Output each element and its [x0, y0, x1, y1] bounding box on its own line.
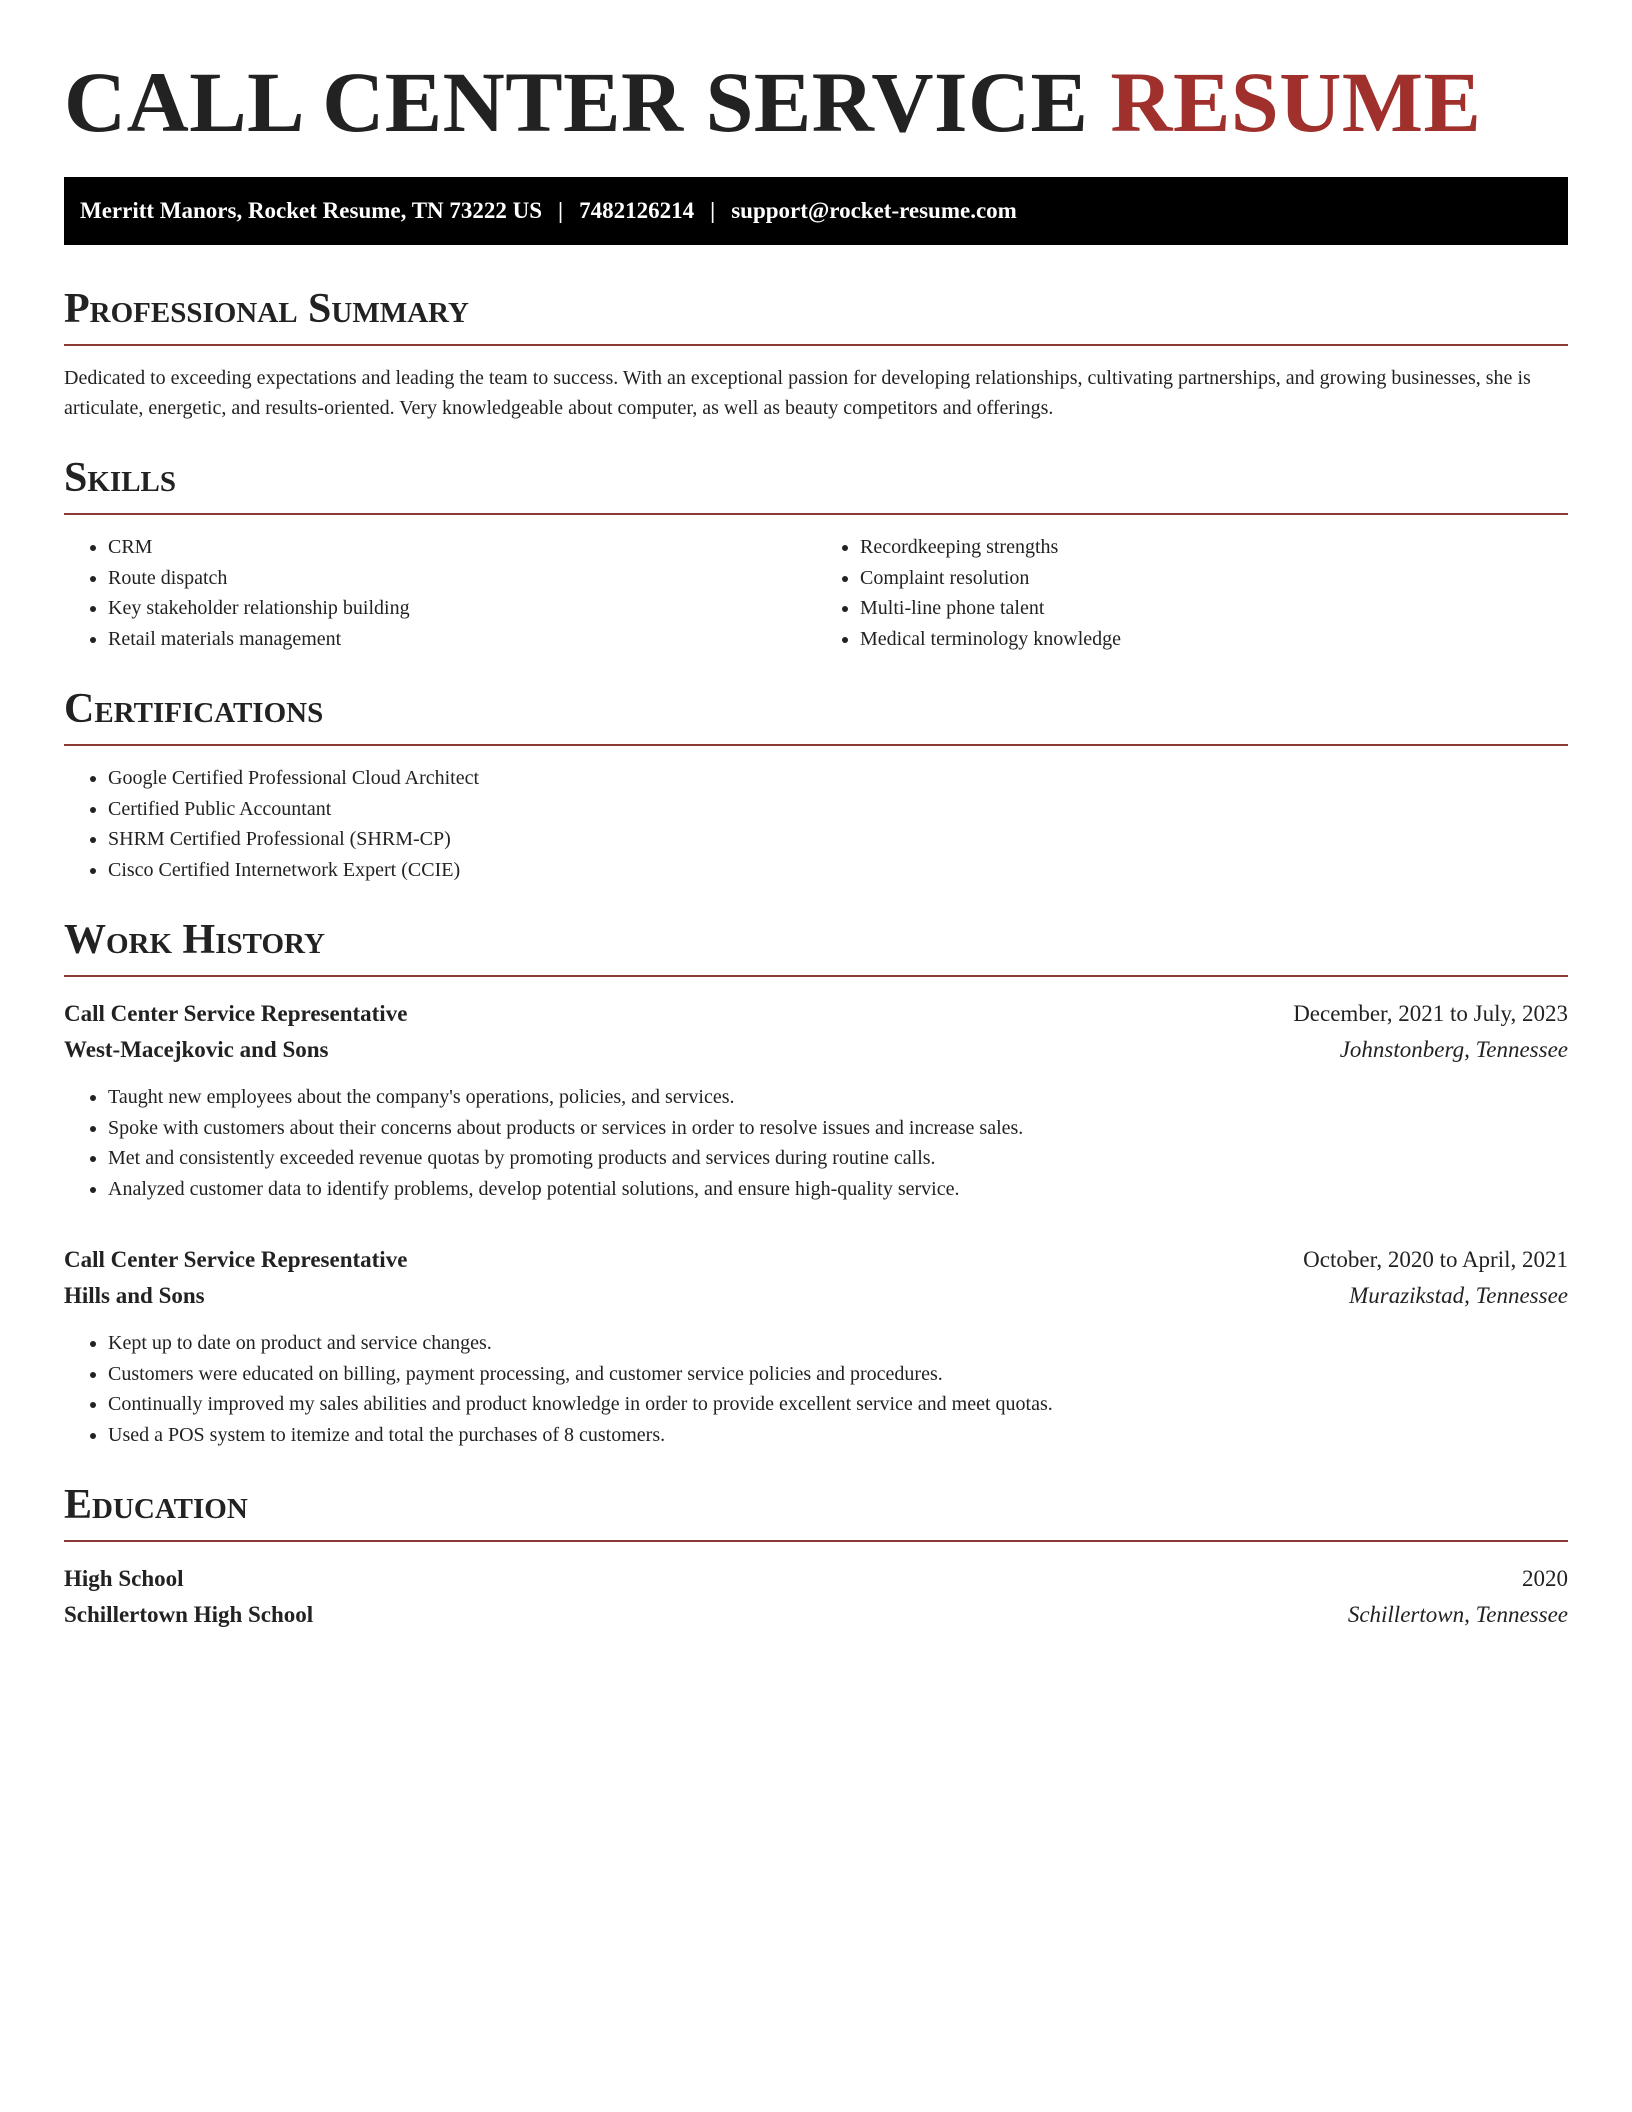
certification-item: • SHRM Certified Professional (SHRM-CP): [108, 824, 1568, 855]
job-duties-list: [64, 1328, 1568, 1450]
skill-item: • CRM: [108, 532, 816, 563]
skill-item: • Multi-line phone talent: [860, 593, 1568, 624]
job-duty: • Used a POS system to itemize and total the purchases of 8 customers.: [108, 1420, 1568, 1451]
education-degree: High School: [64, 1566, 184, 1591]
job-duties-list: [64, 1082, 1568, 1204]
job-duty: • Kept up to date on product and service changes.: [108, 1328, 1568, 1359]
skill-item: • Medical terminology knowledge: [860, 624, 1568, 655]
work-history-heading: Work History: [64, 915, 1568, 977]
job-duty: • Taught new employees about the company's operations, policies, and services.: [108, 1082, 1568, 1113]
job-company: West-Macejkovic and Sons: [64, 1037, 329, 1062]
job-title-row: [64, 1242, 1568, 1278]
certification-item: • Cisco Certified Internetwork Expert (CCIE): [108, 855, 1568, 886]
skills-heading: Skills: [64, 453, 1568, 515]
job-title: Call Center Service Representative: [64, 1001, 408, 1026]
job-company-row: [64, 1032, 1568, 1068]
job-duty: • Spoke with customers about their concerns about products or services in order to resolve issues and increase sales.: [108, 1113, 1568, 1144]
skills-section: [64, 453, 1568, 654]
education-heading: Education: [64, 1480, 1568, 1542]
job-dates: October, 2020 to April, 2021: [1303, 1247, 1568, 1272]
job-entry: [64, 996, 1568, 1204]
summary-heading: Professional Summary: [64, 284, 1568, 346]
education-section: [64, 1480, 1568, 1633]
contact-separator: |: [558, 198, 564, 223]
title-main: CALL CENTER SERVICE: [64, 54, 1089, 150]
job-duty: • Analyzed customer data to identify problems, develop potential solutions, and ensure high-quality service.: [108, 1174, 1568, 1205]
job-location: Johnstonberg, Tennessee: [1339, 1037, 1568, 1062]
job-title-row: [64, 996, 1568, 1032]
education-school-row: [64, 1597, 1568, 1633]
job-entry: [64, 1242, 1568, 1450]
job-company: Hills and Sons: [64, 1283, 205, 1308]
job-duty: • Met and consistently exceeded revenue quotas by promoting products and services during routine calls.: [108, 1143, 1568, 1174]
contact-email: support@rocket-resume.com: [731, 198, 1017, 223]
skill-item: • Complaint resolution: [860, 563, 1568, 594]
summary-text: Dedicated to exceeding expectations and leading the team to success. With an exceptional passion for developing relationships, cultivating partnerships, and growing businesses, she is articulate, energetic, and results-oriented. Very knowledgeable about computer, as well as beauty competitors and offerings.: [64, 367, 1531, 419]
skill-item: • Recordkeeping strengths: [860, 532, 1568, 563]
contact-phone: 7482126214: [579, 198, 695, 223]
work-history-section: [64, 915, 1568, 1450]
education-school: Schillertown High School: [64, 1602, 314, 1627]
job-duty: • Continually improved my sales abilities and product knowledge in order to provide excellent service and meet quotas.: [108, 1389, 1568, 1420]
certifications-section: [64, 684, 1568, 885]
contact-separator: |: [710, 198, 716, 223]
skills-list-right: [816, 532, 1568, 654]
certifications-list: [64, 763, 1568, 885]
certifications-heading: Certifications: [64, 684, 1568, 746]
job-duty: • Customers were educated on billing, payment processing, and customer service policies and procedures.: [108, 1359, 1568, 1390]
title-accent: RESUME: [1110, 54, 1482, 150]
job-dates: December, 2021 to July, 2023: [1293, 1001, 1568, 1026]
resume-title: [64, 50, 1568, 154]
education-degree-row: [64, 1561, 1568, 1597]
job-title: Call Center Service Representative: [64, 1247, 408, 1272]
summary-section: [64, 284, 1568, 423]
job-location: Murazikstad, Tennessee: [1349, 1283, 1568, 1308]
job-company-row: [64, 1278, 1568, 1314]
skills-list-left: [64, 532, 816, 654]
skills-grid: [64, 515, 1568, 654]
skill-item: • Key stakeholder relationship building: [108, 593, 816, 624]
skill-item: • Route dispatch: [108, 563, 816, 594]
education-year: 2020: [1522, 1566, 1568, 1591]
certification-item: • Google Certified Professional Cloud Architect: [108, 763, 1568, 794]
education-location: Schillertown, Tennessee: [1347, 1602, 1568, 1627]
certification-item: • Certified Public Accountant: [108, 794, 1568, 825]
skill-item: • Retail materials management: [108, 624, 816, 655]
contact-address: Merritt Manors, Rocket Resume, TN 73222 US: [80, 198, 543, 223]
contact-bar: [64, 177, 1568, 245]
education-entry: [64, 1561, 1568, 1633]
